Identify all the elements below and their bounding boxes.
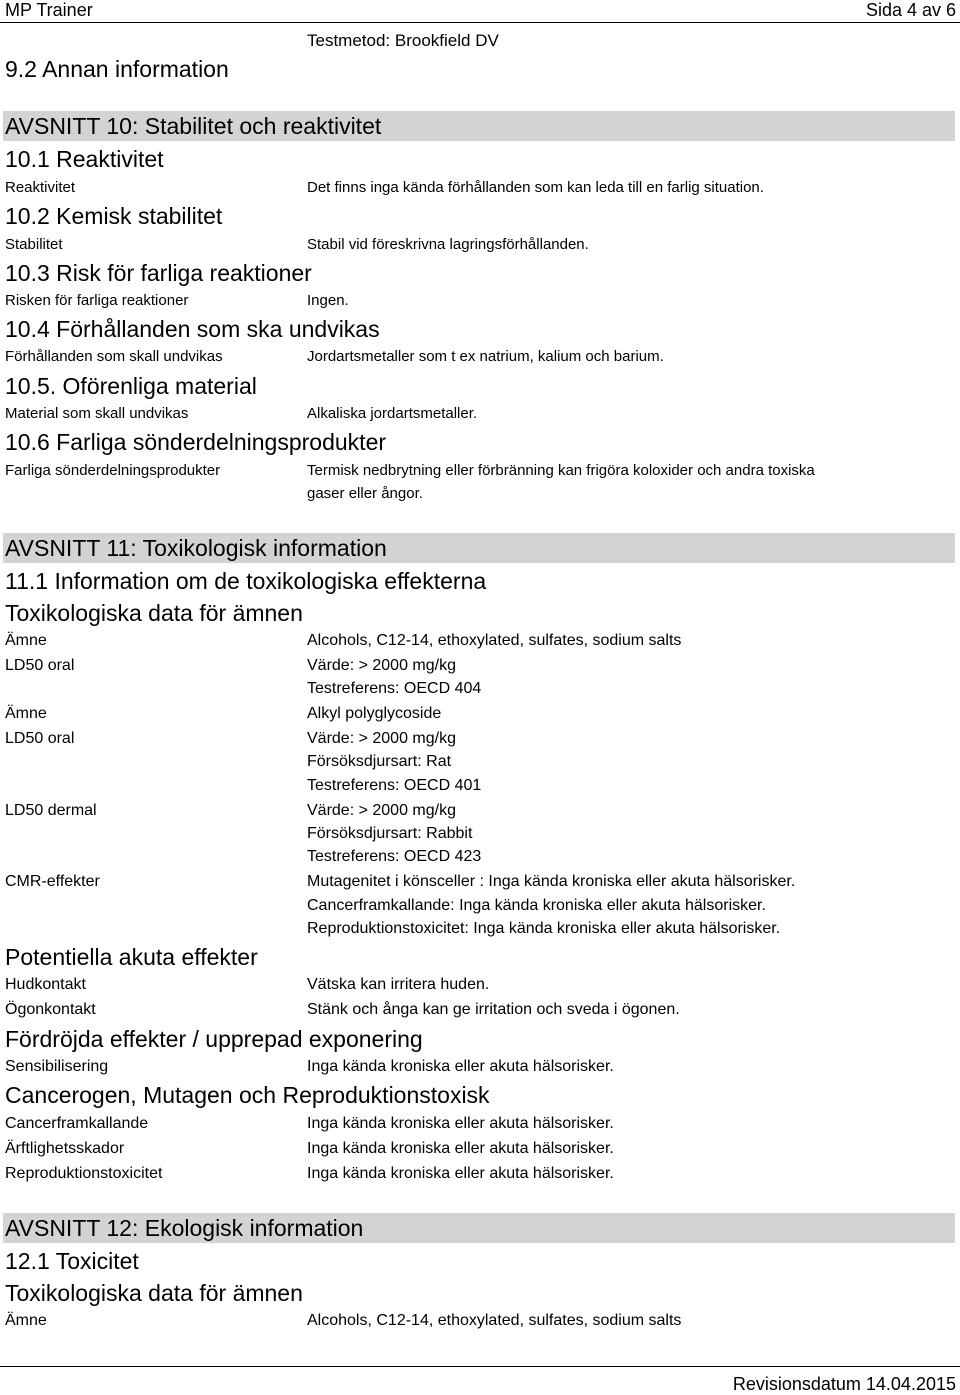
- section-11-1-title: 11.1 Information om de toxikologiska effekterna: [5, 568, 487, 594]
- ld50-oral-1-ref: Testreferens: OECD 404: [307, 680, 482, 697]
- hazardous-reactions-value: Ingen.: [307, 292, 349, 309]
- stability-label: Stabilitet: [5, 236, 63, 253]
- heritable-damage-label: Ärftlighetsskador: [5, 1140, 125, 1157]
- test-method: Testmetod: Brookfield DV: [307, 31, 499, 50]
- section-11-title: AVSNITT 11: Toxikologisk information: [5, 535, 387, 561]
- section-10-band: [3, 111, 955, 141]
- cmr-effects-line2: Cancerframkallande: Inga kända kroniska eller akuta hälsorisker.: [307, 897, 766, 914]
- reproductive-toxicity-label: Reproduktionstoxicitet: [5, 1165, 163, 1182]
- substance-1-value: Alcohols, C12-14, ethoxylated, sulfates, sodium salts: [307, 632, 682, 649]
- cmr-effects-line1: Mutagenitet i könsceller : Inga kända kroniska eller akuta hälsorisker.: [307, 873, 796, 890]
- section-10-3-title: 10.3 Risk för farliga reaktioner: [5, 260, 312, 286]
- delayed-effects-title: Fördröjda effekter / upprepad exponering: [5, 1026, 423, 1052]
- section-10-title: AVSNITT 10: Stabilitet och reaktivitet: [5, 113, 382, 139]
- section-10-4-title: 10.4 Förhållanden som ska undvikas: [5, 316, 380, 342]
- ld50-oral-2-label: LD50 oral: [5, 730, 75, 747]
- section-12-1-title: 12.1 Toxicitet: [5, 1248, 139, 1274]
- hazardous-reactions-label: Risken för farliga reaktioner: [5, 292, 189, 309]
- sensitization-label: Sensibilisering: [5, 1058, 109, 1075]
- reactivity-value: Det finns inga kända förhållanden som kan leda till en farlig situation.: [307, 179, 764, 196]
- ld50-oral-1-value: Värde: > 2000 mg/kg: [307, 657, 456, 674]
- footer-rule: [0, 1366, 960, 1367]
- conditions-avoid-value: Jordartsmetaller som t ex natrium, kalium och barium.: [307, 348, 664, 365]
- section-10-2-title: 10.2 Kemisk stabilitet: [5, 203, 223, 229]
- decomposition-value-line2: gaser eller ångor.: [307, 485, 423, 502]
- ld50-dermal-label: LD50 dermal: [5, 802, 97, 819]
- section-12-band: [3, 1213, 955, 1243]
- ld50-dermal-species: Försöksdjursart: Rabbit: [307, 825, 473, 842]
- substance-2-label: Ämne: [5, 705, 47, 722]
- skin-contact-value: Vätska kan irritera huden.: [307, 976, 490, 993]
- tox-data-title: Toxikologiska data för ämnen: [5, 600, 303, 626]
- ld50-dermal-ref: Testreferens: OECD 423: [307, 848, 482, 865]
- substance-1-label: Ämne: [5, 632, 47, 649]
- section-9-2-title: 9.2 Annan information: [5, 56, 229, 82]
- reproductive-toxicity-value: Inga kända kroniska eller akuta hälsorisker.: [307, 1165, 614, 1182]
- section-11-band: [3, 533, 955, 563]
- eye-contact-label: Ögonkontakt: [5, 1001, 96, 1018]
- eco-substance-label: Ämne: [5, 1312, 47, 1329]
- skin-contact-label: Hudkontakt: [5, 976, 86, 993]
- page-indicator: Sida 4 av 6: [865, 0, 956, 20]
- decomposition-label: Farliga sönderdelningsprodukter: [5, 462, 221, 479]
- ld50-oral-2-ref: Testreferens: OECD 401: [307, 777, 482, 794]
- ld50-oral-1-label: LD50 oral: [5, 657, 75, 674]
- incompatible-materials-value: Alkaliska jordartsmetaller.: [307, 405, 478, 422]
- substance-2-value: Alkyl polyglycoside: [307, 705, 442, 722]
- heritable-damage-value: Inga kända kroniska eller akuta hälsorisker.: [307, 1140, 614, 1157]
- reactivity-label: Reaktivitet: [5, 179, 76, 196]
- section-12-title: AVSNITT 12: Ekologisk information: [5, 1215, 364, 1241]
- revision-date: Revisionsdatum 14.04.2015: [732, 1374, 956, 1394]
- ld50-oral-2-value: Värde: > 2000 mg/kg: [307, 730, 456, 747]
- carcinogenicity-value: Inga kända kroniska eller akuta hälsorisker.: [307, 1115, 614, 1132]
- header-rule: [0, 22, 960, 23]
- section-10-5-title: 10.5. Oförenliga material: [5, 373, 257, 399]
- sensitization-value: Inga kända kroniska eller akuta hälsorisker.: [307, 1058, 614, 1075]
- acute-effects-title: Potentiella akuta effekter: [5, 944, 258, 970]
- ld50-oral-2-species: Försöksdjursart: Rat: [307, 753, 452, 770]
- cmr-effects-line3: Reproduktionstoxicitet: Inga kända kroniska eller akuta hälsorisker.: [307, 920, 781, 937]
- section-10-1-title: 10.1 Reaktivitet: [5, 146, 164, 172]
- app-name: MP Trainer: [5, 0, 93, 20]
- eco-tox-data-title: Toxikologiska data för ämnen: [5, 1280, 303, 1306]
- incompatible-materials-label: Material som skall undvikas: [5, 405, 189, 422]
- decomposition-value-line1: Termisk nedbrytning eller förbränning kan frigöra koloxider och andra toxiska: [307, 462, 815, 479]
- eco-substance-value: Alcohols, C12-14, ethoxylated, sulfates, sodium salts: [307, 1312, 682, 1329]
- section-10-6-title: 10.6 Farliga sönderdelningsprodukter: [5, 429, 387, 455]
- stability-value: Stabil vid föreskrivna lagringsförhållanden.: [307, 236, 589, 253]
- carcinogenicity-label: Cancerframkallande: [5, 1115, 149, 1132]
- conditions-avoid-label: Förhållanden som skall undvikas: [5, 348, 223, 365]
- cmr-effects-label: CMR-effekter: [5, 873, 100, 890]
- eye-contact-value: Stänk och ånga kan ge irritation och sveda i ögonen.: [307, 1001, 680, 1018]
- ld50-dermal-value: Värde: > 2000 mg/kg: [307, 802, 456, 819]
- cmr-title: Cancerogen, Mutagen och Reproduktionstoxisk: [5, 1082, 490, 1108]
